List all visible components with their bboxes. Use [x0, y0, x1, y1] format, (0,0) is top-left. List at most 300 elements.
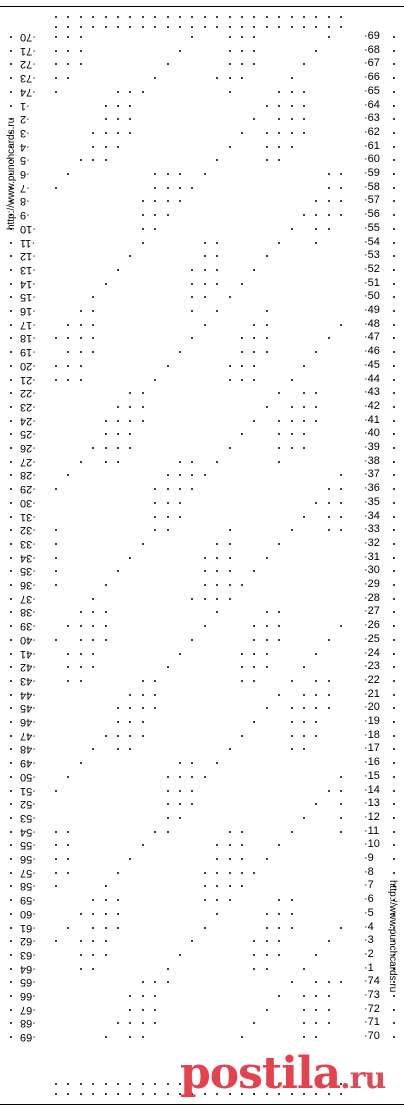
- left-row-number: ·4: [20, 140, 30, 153]
- punch-hole: [315, 392, 317, 394]
- punch-hole: [92, 324, 94, 326]
- right-row-number: ·2: [364, 947, 374, 960]
- punch-hole: [393, 77, 395, 79]
- punch-hole: [328, 981, 330, 983]
- punch-hole: [303, 118, 305, 120]
- punch-hole: [10, 1009, 12, 1011]
- punch-hole: [204, 324, 206, 326]
- punch-hole: [216, 899, 218, 901]
- punch-hole: [117, 91, 119, 93]
- punch-hole: [291, 721, 293, 723]
- right-row-number: ·37: [364, 468, 380, 481]
- punch-hole: [92, 653, 94, 655]
- punch-hole: [303, 817, 305, 819]
- punch-hole: [154, 26, 156, 28]
- punch-hole: [216, 570, 218, 572]
- punch-hole: [154, 694, 156, 696]
- punch-hole: [117, 132, 119, 134]
- right-row-number: ·74: [364, 975, 380, 988]
- right-row-number: ·69: [364, 30, 380, 42]
- punch-hole: [80, 379, 82, 381]
- punch-hole: [129, 447, 131, 449]
- left-row-number: ·42: [20, 661, 36, 674]
- punch-hole: [204, 296, 206, 298]
- postila-watermark: [180, 1048, 385, 1099]
- punch-hole: [10, 392, 12, 394]
- punch-hole: [253, 118, 255, 120]
- punch-hole: [315, 653, 317, 655]
- punch-hole: [80, 324, 82, 326]
- punch-hole: [179, 50, 181, 52]
- punch-hole: [10, 817, 12, 819]
- left-row-number: ·20: [20, 359, 36, 372]
- punch-hole: [303, 1009, 305, 1011]
- punch-hole: [10, 365, 12, 367]
- punch-hole: [191, 803, 193, 805]
- punch-hole: [105, 26, 107, 28]
- right-row-number: ·13: [364, 797, 380, 810]
- punch-hole: [117, 1083, 119, 1085]
- punch-hole: [204, 242, 206, 244]
- punch-hole: [291, 105, 293, 107]
- punch-hole: [10, 488, 12, 490]
- punch-hole: [67, 625, 69, 627]
- punch-hole: [191, 940, 193, 942]
- punch-hole: [191, 488, 193, 490]
- punch-hole: [10, 77, 12, 79]
- punch-hole: [315, 214, 317, 216]
- punch-hole: [291, 707, 293, 709]
- left-row-number: ·61: [20, 921, 36, 934]
- punch-hole: [278, 392, 280, 394]
- punch-hole: [80, 50, 82, 52]
- right-row-number: ·16: [364, 756, 380, 769]
- punch-hole: [80, 680, 82, 682]
- punch-hole: [167, 831, 169, 833]
- punch-hole: [10, 666, 12, 668]
- punch-hole: [241, 36, 243, 38]
- left-row-number: ·67: [20, 1003, 36, 1016]
- punch-hole: [393, 995, 395, 997]
- punch-hole: [129, 406, 131, 408]
- punch-hole: [142, 707, 144, 709]
- punch-hole: [241, 735, 243, 737]
- punch-hole: [315, 735, 317, 737]
- punch-hole: [105, 16, 107, 18]
- punch-hole: [393, 803, 395, 805]
- right-row-number: ·24: [364, 646, 380, 659]
- punch-hole: [216, 557, 218, 559]
- punch-hole: [291, 981, 293, 983]
- punch-hole: [340, 790, 342, 792]
- punch-hole: [340, 173, 342, 175]
- punch-hole: [393, 214, 395, 216]
- punch-hole: [241, 844, 243, 846]
- punch-hole: [55, 885, 57, 887]
- left-row-number: ·19: [20, 346, 36, 359]
- punch-hole: [154, 502, 156, 504]
- punch-hole: [67, 844, 69, 846]
- punch-hole: [67, 1083, 69, 1085]
- punch-hole: [393, 324, 395, 326]
- right-row-number: ·19: [364, 715, 380, 727]
- punch-hole: [10, 639, 12, 641]
- punch-hole: [10, 1036, 12, 1038]
- punch-hole: [393, 420, 395, 422]
- punch-hole: [266, 26, 268, 28]
- punch-hole: [67, 680, 69, 682]
- punch-hole: [117, 872, 119, 874]
- punch-hole: [55, 26, 57, 28]
- right-row-number: ·1: [364, 961, 374, 974]
- punch-hole: [266, 666, 268, 668]
- punch-hole: [167, 474, 169, 476]
- right-row-number: ·12: [364, 810, 380, 823]
- punch-hole: [393, 543, 395, 545]
- punch-hole: [80, 159, 82, 161]
- punch-hole: [303, 420, 305, 422]
- punch-hole: [179, 776, 181, 778]
- punch-hole: [216, 461, 218, 463]
- punch-hole: [266, 858, 268, 860]
- punch-hole: [10, 557, 12, 559]
- punch-hole: [241, 858, 243, 860]
- punch-hole: [278, 132, 280, 134]
- right-row-number: ·28: [364, 591, 380, 604]
- punch-hole: [229, 844, 231, 846]
- left-row-number: ·58: [20, 880, 36, 893]
- left-row-number: ·60: [20, 907, 36, 920]
- punch-hole: [142, 1093, 144, 1095]
- punch-hole: [266, 406, 268, 408]
- punch-hole: [393, 447, 395, 449]
- right-row-number: ·29: [364, 578, 380, 590]
- punch-hole: [291, 831, 293, 833]
- right-row-number: ·3: [364, 934, 374, 947]
- punch-hole: [241, 26, 243, 28]
- punch-hole: [167, 502, 169, 504]
- punch-hole: [229, 447, 231, 449]
- punch-hole: [154, 1022, 156, 1024]
- punch-hole: [80, 337, 82, 339]
- watermark-main: postila: [180, 1048, 341, 1099]
- left-row-number: ·33: [20, 537, 36, 550]
- right-row-number: ·18: [364, 728, 380, 741]
- punch-hole: [315, 981, 317, 983]
- punch-hole: [303, 968, 305, 970]
- punch-hole: [105, 105, 107, 107]
- punch-hole: [278, 447, 280, 449]
- punch-hole: [10, 63, 12, 65]
- punch-hole: [10, 269, 12, 271]
- punch-hole: [10, 255, 12, 257]
- punch-hole: [204, 899, 206, 901]
- punch-hole: [315, 680, 317, 682]
- punch-hole: [303, 995, 305, 997]
- punch-hole: [142, 694, 144, 696]
- punch-hole: [167, 968, 169, 970]
- punch-hole: [154, 214, 156, 216]
- punch-hole: [10, 447, 12, 449]
- right-row-number: ·54: [364, 235, 380, 248]
- punch-hole: [328, 36, 330, 38]
- punch-hole: [92, 598, 94, 600]
- punch-hole: [10, 653, 12, 655]
- right-row-number: ·45: [364, 358, 380, 371]
- punch-hole: [340, 831, 342, 833]
- punch-hole: [393, 351, 395, 353]
- punch-hole: [291, 529, 293, 531]
- punch-hole: [10, 502, 12, 504]
- punch-hole: [167, 16, 169, 18]
- punch-hole: [303, 1022, 305, 1024]
- punch-hole: [10, 50, 12, 52]
- left-row-number: ·40: [20, 633, 36, 646]
- punch-hole: [393, 844, 395, 846]
- punch-hole: [216, 611, 218, 613]
- punch-hole: [105, 913, 107, 915]
- punch-hole: [340, 488, 342, 490]
- punch-hole: [340, 776, 342, 778]
- punch-hole: [241, 584, 243, 586]
- left-row-number: ·63: [20, 948, 36, 961]
- punch-hole: [117, 707, 119, 709]
- punch-hole: [129, 858, 131, 860]
- punch-hole: [167, 666, 169, 668]
- punch-hole: [315, 228, 317, 230]
- punch-hole: [55, 872, 57, 874]
- punch-hole: [10, 584, 12, 586]
- punch-hole: [291, 680, 293, 682]
- punch-hole: [67, 872, 69, 874]
- punch-hole: [80, 351, 82, 353]
- punch-hole: [105, 1093, 107, 1095]
- punch-hole: [10, 940, 12, 942]
- punch-hole: [129, 1093, 131, 1095]
- punch-hole: [154, 173, 156, 175]
- punch-hole: [229, 543, 231, 545]
- left-row-number: ·69: [20, 1031, 36, 1044]
- punch-hole: [105, 639, 107, 641]
- punch-hole: [55, 36, 57, 38]
- punch-hole: [340, 214, 342, 216]
- punch-hole: [253, 365, 255, 367]
- punch-hole: [67, 666, 69, 668]
- punch-hole: [142, 981, 144, 983]
- punch-hole: [266, 337, 268, 339]
- punch-hole: [253, 639, 255, 641]
- punch-hole: [10, 461, 12, 463]
- punch-hole: [92, 337, 94, 339]
- punch-hole: [10, 351, 12, 353]
- punch-hole: [142, 844, 144, 846]
- punch-hole: [10, 324, 12, 326]
- punch-hole: [10, 406, 12, 408]
- punch-hole: [328, 173, 330, 175]
- punch-hole: [393, 1036, 395, 1038]
- punch-hole: [291, 433, 293, 435]
- punch-hole: [10, 803, 12, 805]
- punch-hole: [216, 872, 218, 874]
- right-row-number: ·43: [364, 386, 380, 399]
- punch-hole: [92, 310, 94, 312]
- punch-hole: [204, 927, 206, 929]
- punch-hole: [80, 365, 82, 367]
- punch-hole: [191, 296, 193, 298]
- punch-hole: [80, 611, 82, 613]
- punch-hole: [92, 159, 94, 161]
- punch-hole: [10, 844, 12, 846]
- punch-hole: [340, 200, 342, 202]
- left-row-number: ·29: [20, 483, 36, 496]
- punch-hole: [191, 187, 193, 189]
- punch-hole: [393, 762, 395, 764]
- punch-hole: [80, 1093, 82, 1095]
- left-row-number: ·27: [20, 455, 36, 468]
- punch-hole: [291, 118, 293, 120]
- punch-hole: [55, 543, 57, 545]
- punch-hole: [167, 488, 169, 490]
- punch-hole: [278, 611, 280, 613]
- punch-hole: [278, 913, 280, 915]
- punch-hole: [253, 351, 255, 353]
- punch-hole: [10, 296, 12, 298]
- punch-hole: [142, 26, 144, 28]
- punch-hole: [80, 639, 82, 641]
- punch-hole: [105, 132, 107, 134]
- punch-hole: [393, 379, 395, 381]
- right-row-number: ·51: [364, 276, 380, 289]
- right-row-number: ·26: [364, 619, 380, 632]
- punch-hole: [191, 598, 193, 600]
- punch-hole: [129, 707, 131, 709]
- punch-hole: [315, 200, 317, 202]
- punch-hole: [393, 872, 395, 874]
- punch-hole: [105, 625, 107, 627]
- punch-hole: [291, 406, 293, 408]
- punch-hole: [266, 1009, 268, 1011]
- right-row-number: ·11: [364, 824, 380, 837]
- punch-hole: [167, 776, 169, 778]
- punch-hole: [117, 735, 119, 737]
- punch-hole: [278, 105, 280, 107]
- punch-hole: [191, 461, 193, 463]
- punch-hole: [105, 899, 107, 901]
- punch-hole: [10, 694, 12, 696]
- left-row-number: ·74: [20, 85, 36, 98]
- punch-hole: [291, 447, 293, 449]
- left-row-number: ·12: [20, 250, 36, 263]
- punch-hole: [253, 721, 255, 723]
- left-row-number: ·31: [20, 510, 36, 523]
- right-row-number: ·40: [364, 427, 380, 440]
- left-row-number: ·55: [20, 839, 36, 852]
- punch-hole: [393, 50, 395, 52]
- punch-hole: [10, 310, 12, 312]
- punch-hole: [117, 16, 119, 18]
- punch-hole: [229, 26, 231, 28]
- punch-hole: [315, 1036, 317, 1038]
- punch-hole: [10, 707, 12, 709]
- punch-hole: [315, 995, 317, 997]
- punch-hole: [167, 529, 169, 531]
- punch-hole: [117, 913, 119, 915]
- left-row-number: ·46: [20, 716, 36, 728]
- punch-hole: [315, 1009, 317, 1011]
- punch-hole: [278, 625, 280, 627]
- punch-hole: [204, 584, 206, 586]
- top-edge: [0, 6, 404, 7]
- punch-hole: [154, 529, 156, 531]
- punch-hole: [216, 543, 218, 545]
- right-row-number: ·10: [364, 838, 380, 851]
- left-row-number: ·38: [20, 606, 36, 619]
- punch-hole: [291, 16, 293, 18]
- punch-hole: [393, 858, 395, 860]
- punch-hole: [67, 474, 69, 476]
- punch-hole: [241, 885, 243, 887]
- punch-hole: [167, 790, 169, 792]
- punch-hole: [67, 351, 69, 353]
- punch-hole: [266, 557, 268, 559]
- punch-hole: [253, 36, 255, 38]
- punch-hole: [229, 50, 231, 52]
- punch-hole: [191, 16, 193, 18]
- punch-hole: [291, 420, 293, 422]
- right-row-number: ·59: [364, 167, 380, 179]
- punch-hole: [328, 790, 330, 792]
- punch-hole: [204, 26, 206, 28]
- punch-hole: [340, 927, 342, 929]
- punch-hole: [142, 543, 144, 545]
- punch-hole: [393, 91, 395, 93]
- punch-hole: [10, 872, 12, 874]
- punch-hole: [393, 735, 395, 737]
- punch-hole: [291, 91, 293, 93]
- punch-hole: [216, 159, 218, 161]
- punch-hole: [216, 885, 218, 887]
- punch-hole: [10, 570, 12, 572]
- punch-hole: [10, 913, 12, 915]
- punch-hole: [253, 666, 255, 668]
- punch-hole: [393, 1022, 395, 1024]
- punch-hole: [67, 324, 69, 326]
- right-row-number: ·31: [364, 550, 380, 563]
- punch-hole: [67, 858, 69, 860]
- punch-hole: [67, 1093, 69, 1095]
- punch-hole: [303, 707, 305, 709]
- punch-hole: [117, 1022, 119, 1024]
- punch-hole: [179, 474, 181, 476]
- punch-hole: [241, 283, 243, 285]
- punch-hole: [278, 899, 280, 901]
- punch-hole: [55, 858, 57, 860]
- punch-hole: [154, 200, 156, 202]
- punch-hole: [154, 981, 156, 983]
- punch-hole: [10, 1022, 12, 1024]
- left-row-number: ·26: [20, 442, 36, 454]
- punch-hole: [179, 954, 181, 956]
- left-site-url: http://www.punchcards.ru: [6, 117, 17, 230]
- punch-hole: [229, 570, 231, 572]
- right-row-number: ·27: [364, 605, 380, 618]
- punch-hole: [117, 406, 119, 408]
- punch-hole: [154, 516, 156, 518]
- punch-hole: [340, 803, 342, 805]
- punch-hole: [229, 379, 231, 381]
- punch-hole: [291, 748, 293, 750]
- right-row-number: ·15: [364, 769, 380, 782]
